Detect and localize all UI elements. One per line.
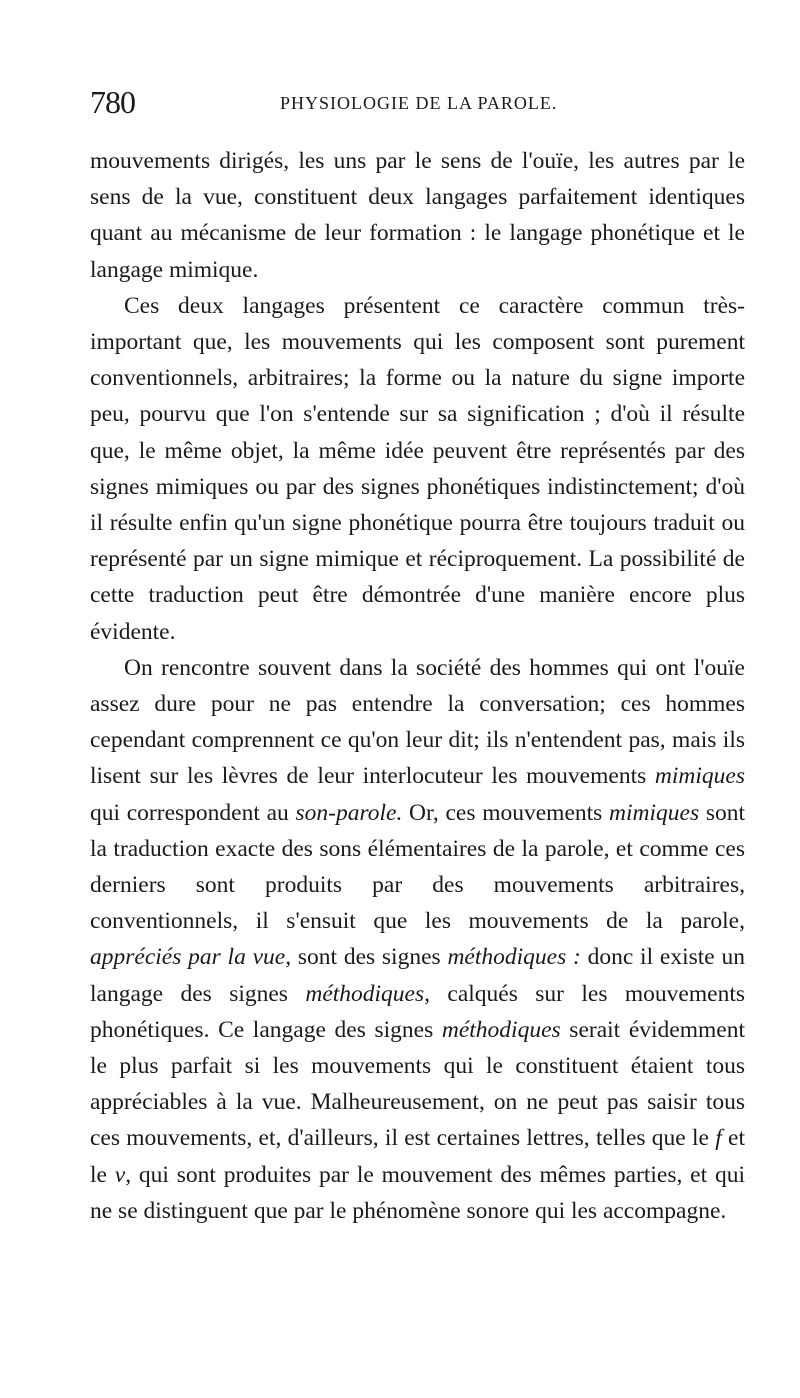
text-run: sont des signes [291, 944, 448, 971]
page-number: 780 [90, 84, 135, 120]
paragraph [90, 288, 745, 650]
text-run: Or, ces mouvements [402, 799, 610, 826]
italic-text: f [715, 1125, 722, 1152]
page-header [90, 82, 710, 122]
paragraph [90, 650, 745, 1229]
text-run: donc il existe un langage des signes [90, 944, 745, 1007]
italic-text: méthodiques [441, 1016, 561, 1043]
italic-text: son-parole. [295, 799, 403, 826]
paragraph [90, 143, 745, 288]
text-run: , calqués sur les mouvements phonétiques. Ce langage des signes [90, 980, 745, 1043]
italic-text: méthodiques [305, 980, 425, 1007]
text-run: Ces deux langages présentent ce caractère commun très-important que, les mouvements qui les composent sont purement conventionnels, arbitraires; la forme ou la nature du signe importe peu, pourvu que l'on s'entende sur sa signification ; d'où il résulte que, le même objet, la même idée peuvent être représentés par des signes mimiques ou par des signes phonétiques indistinctement; d'où il résulte enfin qu'un signe phonétique pourra être toujours traduit ou représenté par un signe mimique et réciproquement. La possibilité de cette traduction peut être démontrée d'une manière encore plus évidente. [90, 292, 745, 645]
italic-text: méthodiques : [447, 944, 581, 971]
text-run: sont la traduction exacte des sons élémentaires de la parole, et comme ces derniers sont produits par des mouvements arbitraires, conventionnels, il s'ensuit que les mouvements de la parole, [90, 799, 745, 935]
italic-text: v [114, 1161, 126, 1188]
text-run: qui correspondent au [90, 799, 296, 826]
italic-text: mimiques [654, 763, 745, 790]
running-title: PHYSIOLOGIE DE LA PAROLE. [280, 93, 558, 113]
text-run: mouvements dirigés, les uns par le sens de l'ouïe, les autres par le sens de la vue, constituent deux langages parfaitement identiques quant au mécanisme de leur formation : le langage phonétique et le langage mimique. [90, 148, 745, 283]
italic-text: appréciés par la vue, [90, 944, 292, 971]
italic-text: mimiques [609, 799, 700, 826]
text-run: et le [90, 1125, 745, 1188]
body-text [90, 143, 745, 1229]
text-run: On rencontre souvent dans la société des hommes qui ont l'ouïe assez dure pour ne pas entendre la conversation; ces hommes cependant comprennent ce qu'on leur dit; ils n'entendent pas, mais ils lisent sur les lèvres de leur interlocuteur les mouvements [90, 654, 745, 790]
text-run: , qui sont produites par le mouvement des mêmes parties, et qui ne se distinguent que par le phénomène sonore qui les accompagne. [90, 1161, 745, 1224]
text-run: serait évidemment le plus parfait si les mouvements qui le constituent étaient tous appréciables à la vue. Malheureusement, on ne peut pas saisir tous ces mouvements, et, d'ailleurs, il est certaines lettres, telles que le [90, 1016, 745, 1152]
